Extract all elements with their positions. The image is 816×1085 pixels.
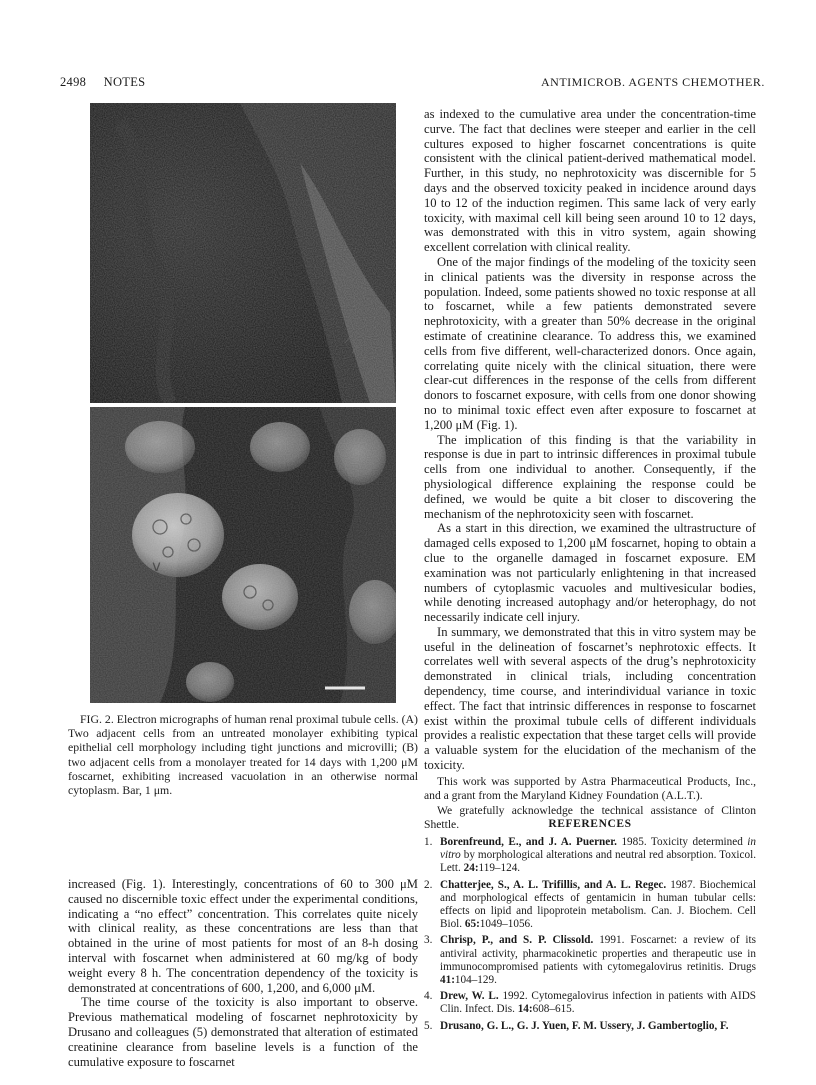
reference-list	[424, 836, 756, 1036]
reference-volume: 14:	[517, 1003, 533, 1016]
reference-pages: 119–124.	[478, 862, 521, 875]
right-paragraph-3: The implication of this finding is that the variability in response is due in part to intrinsic differences in proximal tubule cells from one individual to another. Consequently, if the physiological difference explaining the response could be defined, we would be quite a bit closer to discovering the mechanism of the nephrotoxicity seen with foscarnet.	[424, 432, 756, 521]
running-header-left	[60, 75, 145, 90]
reference-text: 1991. Foscarnet: a review of its antiviral activity, pharmacokinetic properties and therapeutic use in immunocompromised patients with cytomegalovirus retinitis. Drugs	[440, 934, 756, 973]
reference-item	[424, 879, 756, 932]
left-column-body	[68, 877, 418, 1069]
reference-number: 5.	[424, 1019, 433, 1032]
section-label: NOTES	[103, 75, 146, 89]
acknowledgment-funding: This work was supported by Astra Pharmaceutical Products, Inc., and a grant from the Maryland Kidney Foundation (A.L.T.).	[424, 775, 756, 802]
right-paragraph-4: As a start in this direction, we examined the ultrastructure of damaged cells exposed to 1,200 μM foscarnet, hoping to obtain a clue to the organelle damaged in foscarnet exposure. EM examination was not particularly enlightening in that increased numbers of cytoplasmic vacuoles and multivesicular bodies, while denoting increased autophagy and/or heterophagy, do not necessarily indicate cell injury.	[424, 521, 756, 625]
reference-authors: Drusano, G. L., G. J. Yuen, F. M. Ussery, J. Gambertoglio, F.	[440, 1019, 729, 1032]
right-paragraph-2: One of the major findings of the modeling of the toxicity seen in clinical patients was the diversity in response across the population. Indeed, some patients showed no toxic response at all to foscarnet, while a few patients demonstrated severe nephrotoxicity, with a greater than 50% decrease in the original estimate of creatinine clearance. To address this, we examined cells from five different, well-characterized donors. Once again, correlating quite nicely with the clinical situation, there were clear-cut differences in the response of the cells from different donors to foscarnet exposure, with cells from one donor showing no to minimal toxic effect even after exposure to foscarnet at 1,200 μM (Fig. 1).	[424, 254, 756, 432]
micrograph-letter-v: v	[152, 557, 161, 575]
reference-volume: 41:	[440, 974, 455, 987]
reference-number: 4.	[424, 990, 433, 1003]
reference-number: 3.	[424, 934, 433, 947]
journal-name: ANTIMICROB. AGENTS CHEMOTHER.	[541, 75, 765, 89]
left-paragraph-2: The time course of the toxicity is also important to observe. Previous mathematical modeling of foscarnet nephrotoxicity by Drusano and colleagues (5) demonstrated that alteration of estimated creatinine clearance from baseline levels is a function of the cumulative exposure to foscarnet	[68, 995, 418, 1069]
reference-text: 1987. Biochemical and morphological effects of gentamicin in human tubular cells: effects on lipid and lipoprotein metabolism. Can. J. Biochem. Cell Biol.	[440, 878, 756, 931]
figure-caption	[68, 712, 418, 797]
reference-item	[424, 836, 756, 876]
reference-authors: Chrisp, P., and S. P. Clissold.	[440, 934, 594, 947]
figure-caption-text: FIG. 2. Electron micrographs of human renal proximal tubule cells. (A) Two adjacent cells from an untreated monolayer exhibiting typical epithelial cell morphology including tight junctions and microvilli; (B) two adjacent cells from a monolayer treated for 14 days with 1,200 μM foscarnet, exhibiting increased vacuolation in an otherwise normal cytoplasm. Bar, 1 μm.	[68, 712, 418, 798]
reference-authors: Borenfreund, E., and J. A. Puerner.	[440, 836, 617, 848]
reference-number: 2.	[424, 878, 433, 891]
reference-pages: 104–129.	[454, 974, 497, 987]
reference-text: 1985. Toxicity determined	[616, 836, 748, 848]
right-paragraph-1: as indexed to the cumulative area under the concentration-time curve. The fact that declines were steeper and earlier in the cell cultures exposed to higher foscarnet concentrations is quite consistent with the clinical patient-derived mathematical model. Further, in this study, no nephrotoxicity was discernible for 5 days and the observed toxicity peaked in incidence around days 10 to 12 of the induction regimen. This same lack of very early toxicity, with maximal cell kill being seen around 10 to 12 days, was demonstrated with this in vitro system, again showing excellent correlation with clinical reality.	[424, 107, 756, 255]
right-paragraph-5: In summary, we demonstrated that this in vitro system may be useful in the delineation of foscarnet’s nephrotoxic effects. It correlates well with several aspects of the drug’s nephrotoxicity demonstrated in clinical trials, including concentration dependency, time course, and interindividual variance in toxic effect. The fact that intrinsic differences in response to foscarnet exist within the proximal tubule cells of different individuals provides a realistic expectation that these target cells will provide a valuable system for the elucidation of the mechanism of the toxicity.	[424, 624, 756, 773]
reference-number: 1.	[424, 836, 433, 848]
reference-pages: 1049–1056.	[479, 918, 533, 931]
reference-text: by morphological alterations and neutral red absorption. Toxicol. Lett.	[440, 849, 756, 875]
acknowledgment-technical: We gratefully acknowledge the technical assistance of Clinton Shettle.	[424, 804, 756, 831]
micrograph-panel-a	[90, 103, 396, 403]
reference-volume: 24:	[463, 862, 479, 875]
micrograph-panel-b	[90, 407, 396, 703]
reference-italic: in vitro	[440, 836, 756, 862]
reference-authors: Chatterjee, S., A. L. Trifillis, and A. L. Regec.	[440, 878, 667, 891]
reference-item	[424, 1020, 756, 1033]
reference-item	[424, 934, 756, 987]
reference-pages: 608–615.	[532, 1003, 575, 1016]
reference-authors: Drew, W. L.	[440, 990, 499, 1003]
references-heading: REFERENCES	[548, 818, 632, 830]
right-column-body	[424, 107, 756, 773]
page-number: 2498	[60, 75, 87, 89]
reference-item	[424, 990, 756, 1016]
reference-volume: 65:	[464, 918, 480, 931]
left-paragraph-1: increased (Fig. 1). Interestingly, concentrations of 60 to 300 μM caused no discernible toxic effect under the experimental conditions, indicating a “no effect” concentration. This correlates quite nicely with clinical reality, as these concentrations are less than that obtained in the urine of most patients for most of an 8-h dosing interval with foscarnet when administered at 60 mg/kg of body weight every 8 h. The concentration dependency of the toxicity is demonstrated at concentrations of 600, 1,200, and 6,000 μM.	[68, 877, 418, 995]
reference-text: 1992. Cytomegalovirus infection in patients with AIDS Clin. Infect. Dis.	[440, 990, 756, 1016]
